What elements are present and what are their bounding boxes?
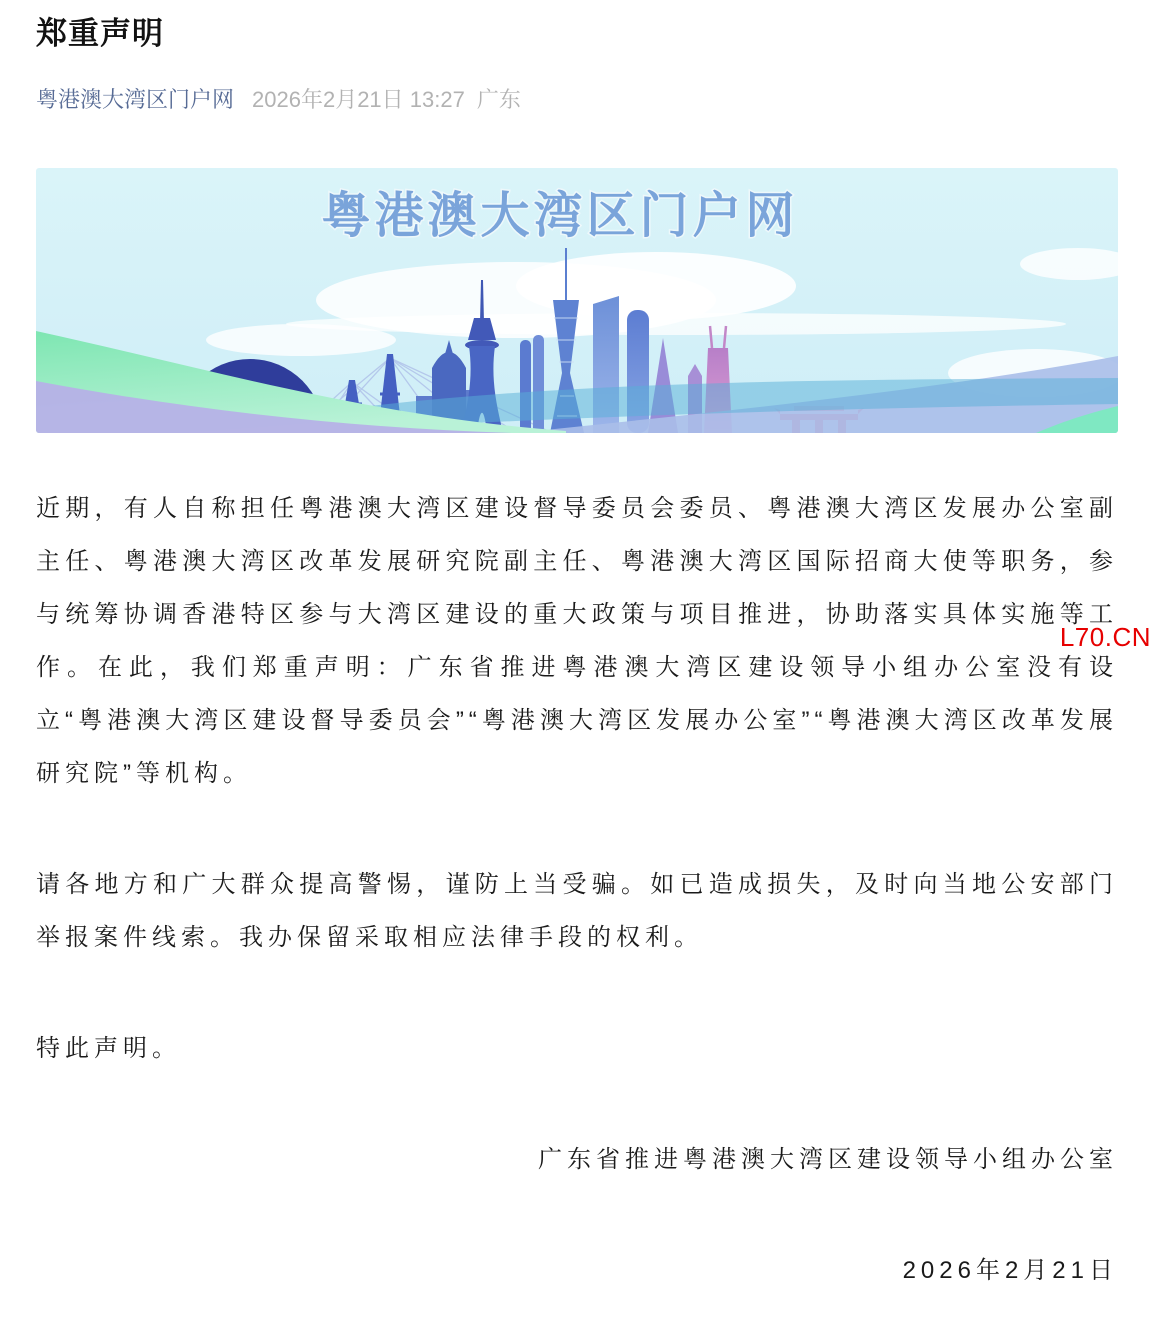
- signature-date: 2026年2月21日: [902, 1257, 1118, 1284]
- source-link[interactable]: 粤港澳大湾区门户网: [36, 87, 235, 112]
- paragraph-2: 请各地方和广大群众提高警惕，谨防上当受骗。如已造成损失，及时向当地公安部门举报案件线索。我办保留采取相应法律手段的权利。: [36, 871, 1118, 951]
- publish-location: 广东: [476, 87, 521, 112]
- banner-image: [36, 168, 1118, 433]
- watermark-text: L70.CN: [1059, 622, 1151, 652]
- publish-datetime: 2026年2月21日 13:27: [252, 87, 465, 112]
- article-body: [0, 482, 1154, 1297]
- banner-title: 粤港澳大湾区门户网: [321, 189, 799, 243]
- signature: 广东省推进粤港澳大湾区建设领导小组办公室: [538, 1146, 1118, 1173]
- paragraph-closing: 特此声明。: [36, 1035, 181, 1062]
- banner-illustration: [36, 168, 1118, 433]
- paragraph-1: 近期，有人自称担任粤港澳大湾区建设督导委员会委员、粤港澳大湾区发展办公室副主任、粤港澳大湾区改革发展研究院副主任、粤港澳大湾区国际招商大使等职务，参与统筹协调香港特区参与大湾区建设的重大政策与项目推进，协助落实具体实施等工作。在此，我们郑重声明：广东省推进粤港澳大湾区建设领导小组办公室没有设立“粤港澳大湾区建设督导委员会”“粤港澳大湾区发展办公室”“粤港澳大湾区改革发展研究院”等机构。: [36, 495, 1118, 787]
- article-meta: [0, 88, 1154, 112]
- page-title: 郑重声明: [36, 16, 164, 51]
